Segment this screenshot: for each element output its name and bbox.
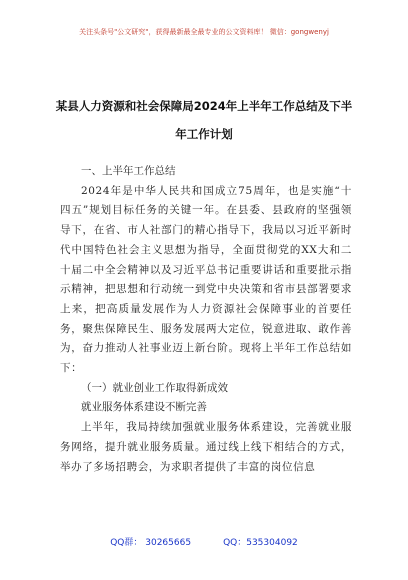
document-body	[60, 162, 352, 477]
footer-qq-group: QQ群： 30265665	[110, 538, 192, 548]
document-title-line1: 某县人力资源和社会保障局2024年上半年工作总结及下半	[55, 99, 353, 113]
header-promo-note: 关注头条号"公文研究"，获得最新最全最专业的公文资料库！ 微信：gongwenyj	[79, 28, 329, 36]
body-paragraph: 2024年是中华人民共和国成立75周年，也是实施“十四五”规划目标任务的关键一年。在县委、县政府的坚强领导下，在省、市人社部门的精心指导下，我局以习近平新时代中国特色社会主义思想为指导，全面贯彻党的XX大和二十届二中全会精神以及习近平总书记重要讲话和重要批示指示精神，把思想和行动统一到党中央决策和省市县部署要求上来，把高质量发展作为人力资源社会保障事业的首要任务，聚焦保障民生、服务发展两大定位，锐意进取、敢作善为，奋力推动人社事业迈上新台阶。现将上半年工作总结如下：	[60, 184, 352, 375]
document-title-line2: 年工作计划	[175, 127, 233, 141]
subsection-heading: （一）就业创业工作取得新成效	[81, 381, 228, 394]
section-heading: 一、上半年工作总结	[81, 165, 176, 177]
body-paragraph: 上半年，我局持续加强就业服务体系建设，完善就业服务网络，提升就业服务质量。通过线上线下相结合的方式，举办了多场招聘会，为求职者提供了丰富的岗位信息	[60, 421, 352, 473]
sub-subsection-heading: 就业服务体系建设不断完善	[81, 401, 207, 414]
footer-qq-number: QQ：535304092	[223, 538, 298, 548]
footer-contact	[0, 535, 408, 548]
